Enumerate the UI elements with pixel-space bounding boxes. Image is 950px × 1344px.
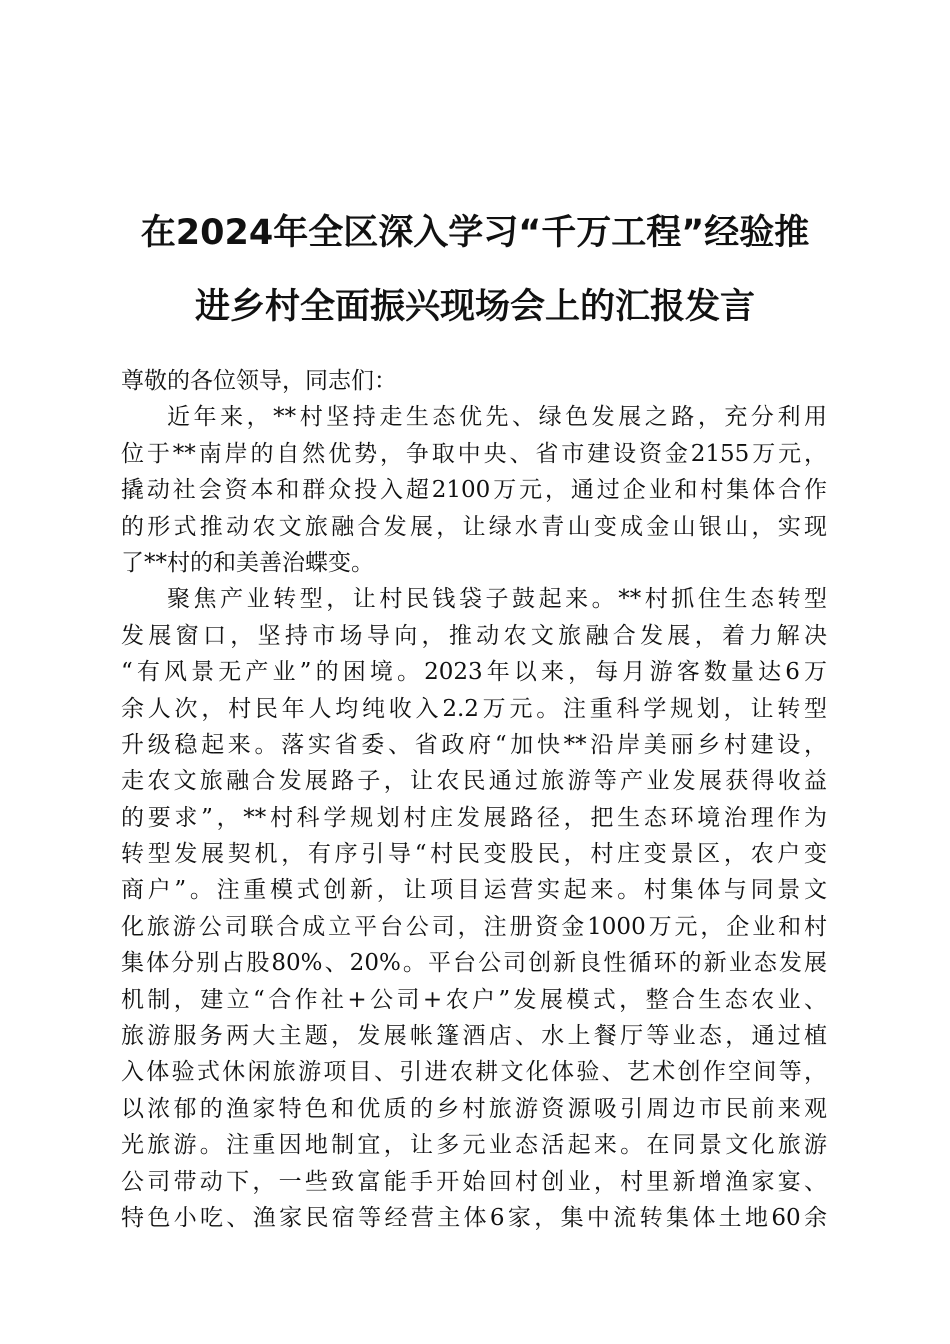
paragraph-line: 化旅游公司联合成立平台公司，注册资金1000万元，企业和村 [121, 913, 827, 940]
paragraph-1 [121, 399, 827, 581]
document-title [110, 196, 840, 344]
paragraph-line: 聚焦产业转型，让村民钱袋子鼓起来。**村抓住生态转型 [167, 586, 827, 613]
paragraph-line: 转型发展契机，有序引导“村民变股民，村庄变景区，农户变 [121, 841, 827, 868]
paragraph-line: 以浓郁的渔家特色和优质的乡村旅游资源吸引周边市民前来观 [121, 1095, 827, 1122]
paragraph-line: 特色小吃、渔家民宿等经营主体6家，集中流转集体土地60余 [121, 1204, 827, 1231]
paragraph-2 [121, 581, 827, 1236]
paragraph-line: 走农文旅融合发展路子，让农民通过旅游等产业发展获得收益 [121, 768, 827, 795]
paragraph-line: 旅游服务两大主题，发展帐篷酒店、水上餐厅等业态，通过植 [121, 1023, 827, 1050]
paragraph-line: 发展窗口，坚持市场导向，推动农文旅融合发展，着力解决 [121, 622, 827, 649]
paragraph-line: 的形式推动农文旅融合发展，让绿水青山变成金山银山，实现 [121, 513, 827, 540]
paragraph-line: 入体验式休闲旅游项目、引进农耕文化体验、艺术创作空间等， [121, 1059, 827, 1086]
paragraph-line: 近年来，**村坚持走生态优先、绿色发展之路，充分利用 [167, 404, 827, 431]
paragraph-line: 公司带动下，一些致富能手开始回村创业，村里新增渔家宴、 [121, 1168, 827, 1195]
paragraph-line: 光旅游。注重因地制宜，让多元业态活起来。在同景文化旅游 [121, 1132, 827, 1159]
paragraph-line: 余人次，村民年人均纯收入2.2万元。注重科学规划，让转型 [121, 695, 827, 722]
document-body [121, 363, 827, 1236]
paragraph-line: 了**村的和美善治蝶变。 [121, 549, 374, 576]
paragraph-line: 的要求”，**村科学规划村庄发展路径，把生态环境治理作为 [121, 804, 827, 831]
paragraph-line: 撬动社会资本和群众投入超2100万元，通过企业和村集体合作 [121, 477, 827, 504]
paragraph-line: 升级稳起来。落实省委、省政府“加快**沿岸美丽乡村建设， [121, 731, 827, 758]
paragraph-line: 商户”。注重模式创新，让项目运营实起来。村集体与同景文 [121, 877, 827, 904]
paragraph-line: “有风景无产业”的困境。2023年以来，每月游客数量达6万 [121, 659, 827, 686]
paragraph-line: 机制，建立“合作社+公司+农户”发展模式，整合生态农业、 [121, 986, 827, 1013]
paragraph-line: 集体分别占股80%、20%。平台公司创新良性循环的新业态发展 [121, 950, 827, 977]
paragraph-line: 位于**南岸的自然优势，争取中央、省市建设资金2155万元， [121, 440, 827, 467]
salutation: 尊敬的各位领导，同志们： [121, 368, 397, 394]
title-line-2: 进乡村全面振兴现场会上的汇报发言 [194, 287, 755, 327]
title-line-1: 在2024年全区深入学习“千万工程”经验推 [140, 213, 810, 253]
